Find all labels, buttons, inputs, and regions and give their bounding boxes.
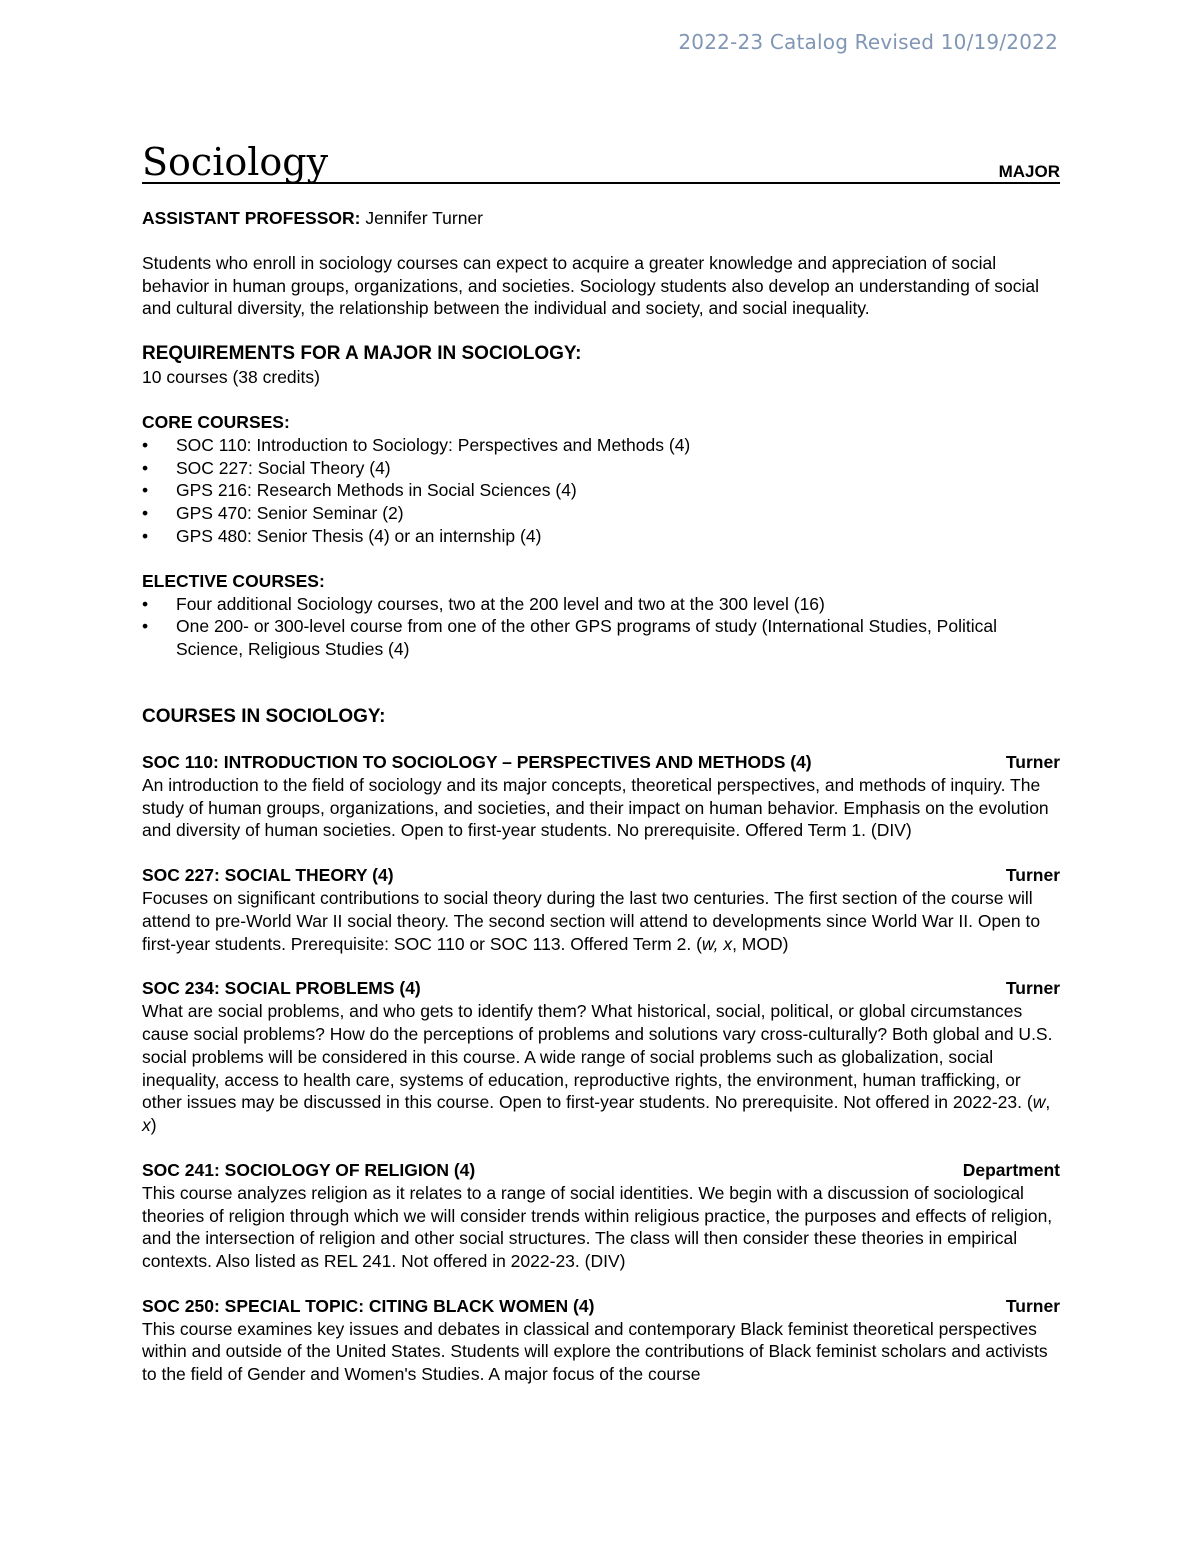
course-instructor: Turner	[1005, 1295, 1060, 1316]
course-title: SOC 110: INTRODUCTION TO SOCIOLOGY – PERSPECTIVES AND METHODS (4)	[142, 751, 812, 772]
course-entry	[142, 977, 1060, 1137]
course-header	[142, 751, 1060, 774]
course-instructor: Turner	[1005, 751, 1060, 772]
course-header	[142, 977, 1060, 1000]
list-item: • SOC 227: Social Theory (4)	[142, 457, 1060, 480]
elective-course-list	[142, 593, 1060, 661]
course-tag: x	[723, 933, 733, 954]
course-tag: x	[142, 1115, 151, 1136]
course-title: SOC 227: SOCIAL THEORY (4)	[142, 865, 394, 886]
page-title: Sociology	[142, 140, 329, 184]
list-item: • GPS 216: Research Methods in Social Sciences (4)	[142, 479, 1060, 502]
course-tag-separator: ,	[1045, 1092, 1051, 1113]
course-description	[142, 887, 1060, 955]
course-tag-end: , MOD)	[732, 933, 789, 954]
course-header	[142, 864, 1060, 887]
course-description-text: Focuses on significant contributions to social theory during the last two centuries. The first section of the course will attend to pre-World War II social theory. The second section will attend to developments since World War II. Open to first-year students. Prerequisite: SOC 110 or SOC 113. Offered Term 2. (	[142, 887, 1041, 954]
list-item: • GPS 470: Senior Seminar (2)	[142, 502, 1060, 525]
course-instructor: Turner	[1005, 865, 1060, 886]
course-description-text: What are social problems, and who gets to identify them? What historical, social, political, or global circumstances cause social problems? How do the perceptions of problems and solutions vary cross-culturally? Both global and U.S. social problems will be considered in this course. A wide range of social problems such as globalization, social inequality, access to health care, systems of education, reproductive rights, the environment, human trafficking, or other issues may be discussed in this course. Open to first-year students. No prerequisite. Not offered in 2022-23. (	[142, 1001, 1053, 1113]
list-item: • SOC 110: Introduction to Sociology: Perspectives and Methods (4)	[142, 434, 1060, 457]
list-item: • Four additional Sociology courses, two at the 200 level and two at the 300 level (16)	[142, 593, 1060, 616]
list-item: • One 200- or 300-level course from one of the other GPS programs of study (International Studies, Political Science, Religious Studies (4)	[142, 615, 1060, 661]
faculty-name: Jennifer Turner	[360, 208, 484, 228]
intro-paragraph: Students who enroll in sociology courses can expect to acquire a greater knowledge and appreciation of social behavior in human groups, organizations, and societies. Sociology students also develop an understanding of social and cultural diversity, the relationship between the individual and society, and social inequality.	[142, 252, 1039, 319]
document-content	[142, 207, 1060, 1408]
course-description: An introduction to the field of sociology and its major concepts, theoretical perspectives, and methods of inquiry. The study of human groups, organizations, and societies, and their impact on human behavior. Emphasis on the evolution and diversity of human societies. Open to first-year students. No prerequisite. Offered Term 1. (DIV)	[142, 774, 1049, 841]
course-header	[142, 1159, 1060, 1182]
course-tag: w	[701, 933, 714, 954]
requirements-count: 10 courses (38 credits)	[142, 367, 320, 388]
course-instructor: Department	[962, 1159, 1060, 1180]
course-description	[142, 1000, 1060, 1137]
course-entry	[142, 864, 1060, 955]
requirements-heading: REQUIREMENTS FOR A MAJOR IN SOCIOLOGY:	[142, 343, 582, 365]
course-title: SOC 234: SOCIAL PROBLEMS (4)	[142, 978, 421, 999]
list-item: • GPS 480: Senior Thesis (4) or an internship (4)	[142, 525, 1060, 548]
catalog-revision-note: 2022-23 Catalog Revised 10/19/2022	[678, 30, 1058, 54]
faculty-label: ASSISTANT PROFESSOR:	[142, 208, 361, 228]
courses-heading: COURSES IN SOCIOLOGY:	[142, 705, 386, 727]
course-tag-separator: ,	[713, 933, 724, 954]
course-entry	[142, 751, 1060, 842]
course-tag-end: )	[150, 1115, 157, 1136]
course-title: SOC 250: SPECIAL TOPIC: CITING BLACK WOMEN (4)	[142, 1295, 595, 1316]
core-courses-heading: CORE COURSES:	[142, 411, 290, 432]
faculty-line	[142, 207, 1060, 230]
course-tag: w	[1032, 1092, 1046, 1113]
program-type-tag: MAJOR	[998, 162, 1060, 181]
course-entry	[142, 1295, 1060, 1386]
elective-courses-heading: ELECTIVE COURSES:	[142, 570, 325, 591]
core-course-list	[142, 434, 1060, 548]
course-title: SOC 241: SOCIOLOGY OF RELIGION (4)	[142, 1159, 476, 1180]
course-entry	[142, 1159, 1060, 1273]
course-description: This course examines key issues and debates in classical and contemporary Black feminist theoretical perspectives within and outside of the United States. Students will explore the contributions of Black feminist scholars and activists to the field of Gender and Women's Studies. A major focus of the course	[142, 1318, 1048, 1385]
course-description: This course analyzes religion as it relates to a range of social identities. We begin with a discussion of sociological theories of religion through which we will consider trends within religious practice, the purposes and effects of religion, and the intersection of religion and other social structures. The class will then consider these theories in empirical contexts. Also listed as REL 241. Not offered in 2022-23. (DIV)	[142, 1182, 1053, 1272]
title-row	[142, 138, 1060, 184]
course-instructor: Turner	[1005, 978, 1060, 999]
course-header	[142, 1295, 1060, 1318]
